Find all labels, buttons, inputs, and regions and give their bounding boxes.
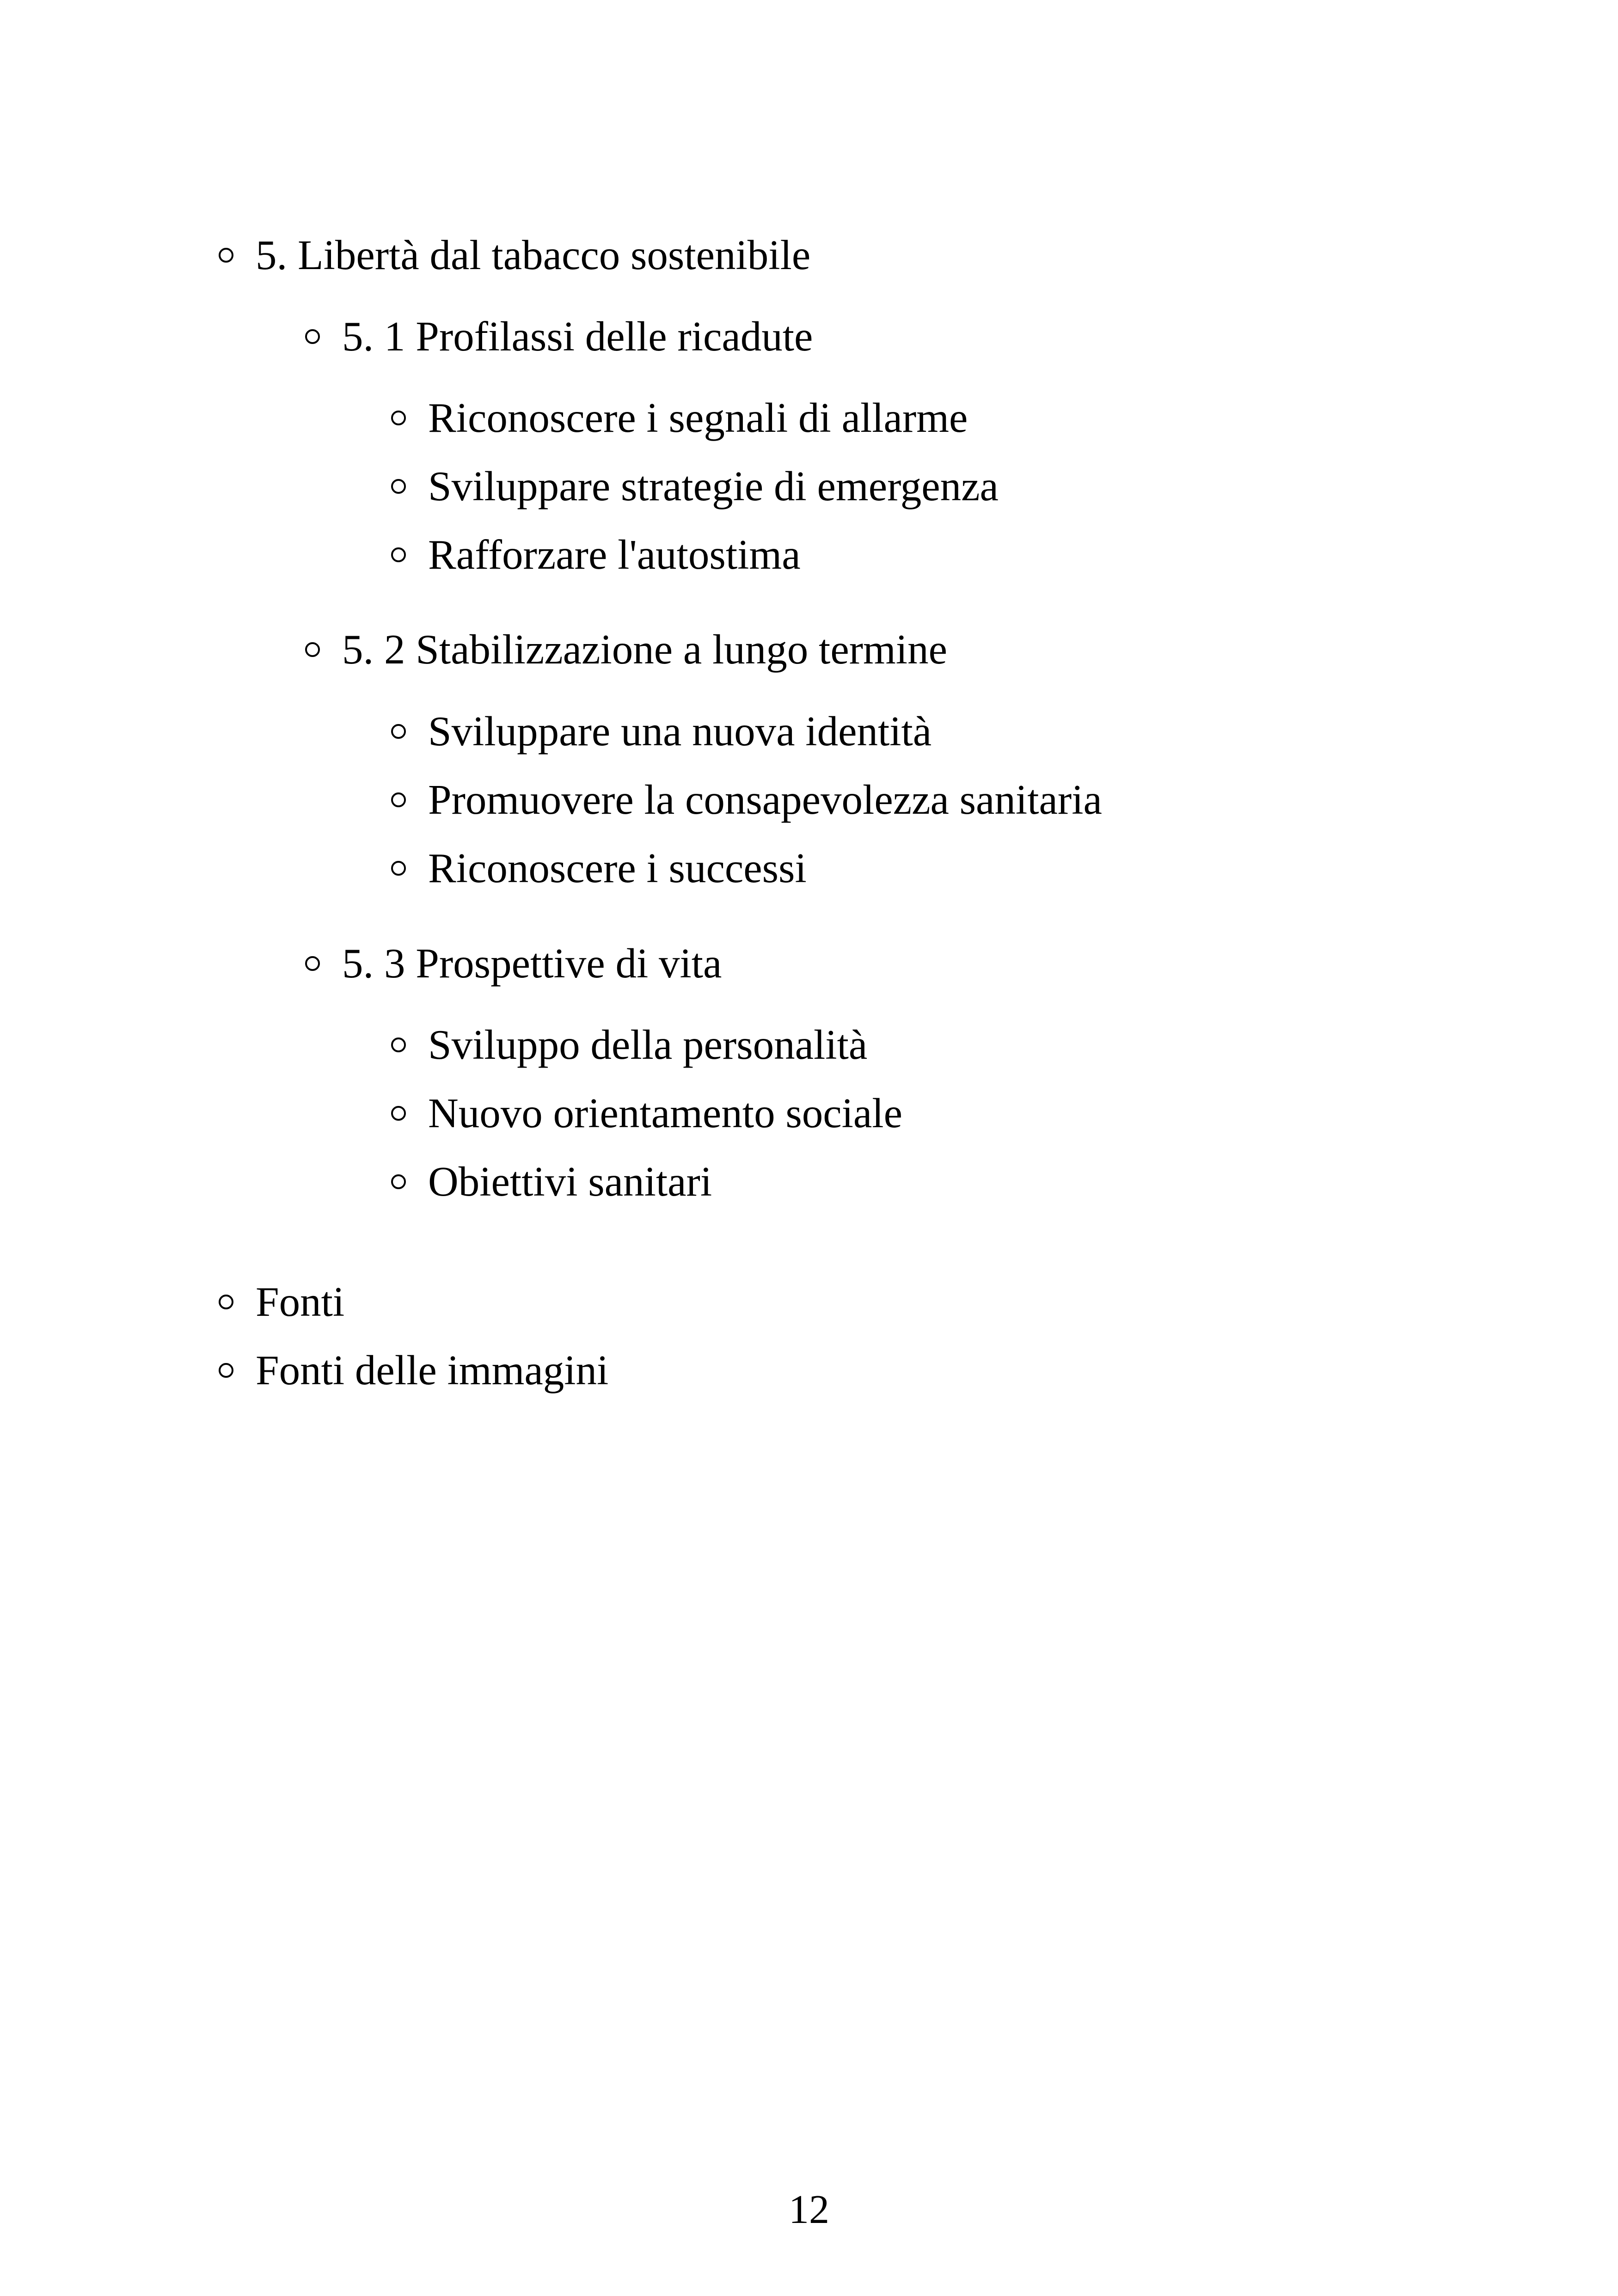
circle-bullet-icon — [305, 642, 320, 657]
circle-bullet-icon — [391, 547, 406, 562]
circle-bullet-icon — [391, 861, 406, 876]
toc-entry-text: 5. 2 Stabilizzazione a lungo termine — [342, 626, 947, 673]
toc-entry-text: Sviluppo della personalità — [428, 1021, 868, 1068]
toc-entry-text: Nuovo orientamento sociale — [428, 1090, 902, 1136]
toc-subsection-5-1 — [305, 309, 813, 364]
toc-entry-text: 5. 1 Profilassi delle ricadute — [342, 313, 813, 360]
toc-section-sources — [219, 1274, 344, 1330]
toc-entry-text: Obiettivi sanitari — [428, 1158, 712, 1205]
circle-bullet-icon — [305, 956, 320, 971]
toc-item — [391, 772, 1102, 828]
circle-bullet-icon — [219, 1295, 233, 1309]
circle-bullet-icon — [391, 411, 406, 425]
toc-item — [391, 1017, 867, 1073]
toc-section-5 — [219, 227, 810, 283]
toc-entry-text: Fonti delle immagini — [256, 1347, 609, 1394]
toc-entry-text: Sviluppare strategie di emergenza — [428, 463, 999, 510]
toc-subsection-5-3 — [305, 936, 722, 991]
toc-item — [391, 527, 801, 583]
circle-bullet-icon — [305, 329, 320, 344]
toc-item — [391, 704, 932, 759]
circle-bullet-icon — [391, 724, 406, 739]
toc-item — [391, 459, 999, 514]
toc-item — [391, 1086, 902, 1141]
toc-entry-text: Promuovere la consapevolezza sanitaria — [428, 776, 1102, 823]
toc-entry-text: Riconoscere i segnali di allarme — [428, 394, 968, 441]
toc-entry-text: Rafforzare l'autostima — [428, 531, 801, 578]
circle-bullet-icon — [391, 1037, 406, 1052]
circle-bullet-icon — [391, 479, 406, 494]
circle-bullet-icon — [219, 1363, 233, 1378]
toc-entry-text: Riconoscere i successi — [428, 845, 807, 891]
circle-bullet-icon — [219, 248, 233, 263]
toc-item — [391, 1154, 712, 1209]
toc-section-image-sources — [219, 1343, 608, 1398]
toc-entry-text: 5. 3 Prospettive di vita — [342, 940, 722, 987]
page-number: 12 — [789, 2187, 829, 2232]
circle-bullet-icon — [391, 1174, 406, 1189]
toc-item — [391, 390, 968, 446]
toc-entry-text: Sviluppare una nuova identità — [428, 708, 932, 755]
toc-entry-text: Fonti — [256, 1278, 345, 1325]
circle-bullet-icon — [391, 1106, 406, 1121]
toc-subsection-5-2 — [305, 622, 947, 677]
toc-entry-text: 5. Libertà dal tabacco sostenibile — [256, 232, 811, 278]
circle-bullet-icon — [391, 792, 406, 807]
toc-item — [391, 841, 807, 896]
